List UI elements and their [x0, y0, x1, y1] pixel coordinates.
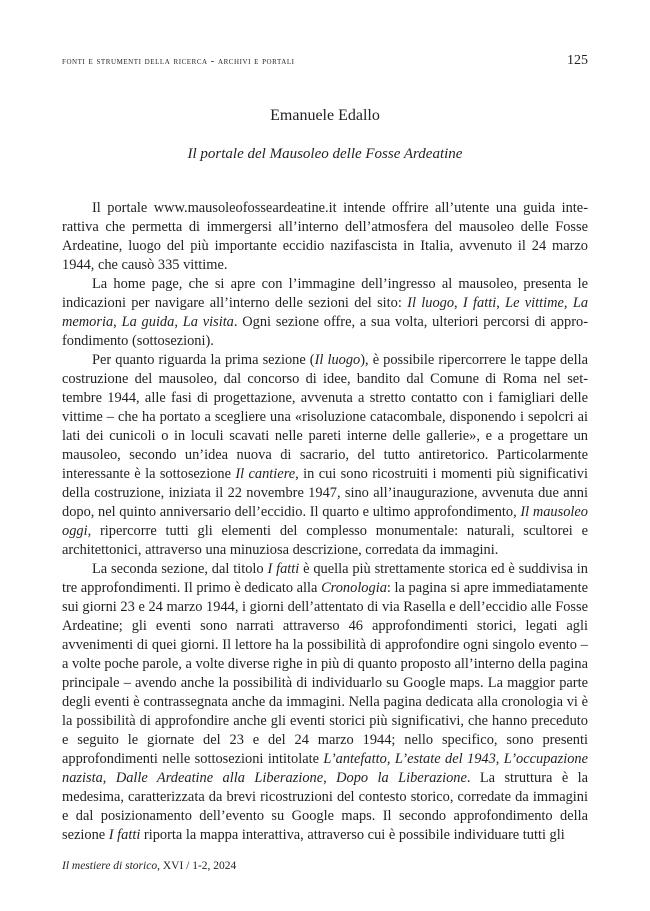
running-title: fonti e strumenti della ricerca - archivi e portali [62, 56, 295, 67]
text-run: , [386, 751, 395, 767]
italic-run: Cronologia [321, 580, 387, 596]
text-run: , [113, 314, 122, 330]
paragraph-3 [62, 351, 588, 560]
italic-run: La visita [182, 314, 234, 330]
text-run: , [323, 770, 337, 786]
italic-run: Il luogo [314, 352, 361, 368]
page-number: 125 [567, 53, 588, 68]
paragraph-2 [62, 275, 588, 351]
italic-run: L’estate del 1943 [394, 751, 496, 767]
italic-run: Il mausoleo oggi [62, 504, 588, 539]
text-run: , [102, 770, 116, 786]
italic-run: I fatti [462, 295, 497, 311]
text-run: Il portale www.mausoleofosseardeatine.it intende offrire all’utente una guida interattiva che permetta di immergersi all’interno dell’atmosfera del mausoleo delle Fosse Ardeatine, luogo del più importante eccidio nazifascista in Italia, avvenuto il 24 marzo 1944, che causò 335 vittime. [62, 200, 588, 273]
text-run: è quella più strettamente storica ed è suddivisa in tre approfondimenti. Il primo è dedicato alla [62, 561, 589, 596]
italic-run: Il luogo [407, 295, 455, 311]
text-run: , [174, 314, 183, 330]
journal-name: Il mestiere di storico [62, 860, 158, 872]
text-run: ), è possibile ripercorrere le tappe della costruzione del mausoleo, dal concorso di idee, bandito dal Comune di Roma nel settembre 1944, alle fasi di progettazione, avvenuta a stretto contatto con i famigliari delle vittime – che ha portato a scegliere una «risoluzione catacombale, disponendo i sepolcri ai lati dei cunicoli o in loculi scavati nelle pareti interne delle gallerie», e a progettare un mausoleo, secondo un’idea nuova di sacrario, del tutto antiretorico. Particolarmente interessante è la sottosezione [62, 352, 588, 482]
article-author: Emanuele Edallo [270, 107, 380, 124]
italic-run: Dopo la Liberazione [336, 770, 467, 786]
italic-run: Le vittime [505, 295, 564, 311]
italic-run: I fatti [108, 827, 141, 843]
text-run: , ripercorre tutti gli elementi del complesso monumentale: naturali, scultorei e architettonici, attraverso una minuziosa descrizione, corredata da immagini. [62, 523, 588, 558]
italic-run: Il cantiere [235, 466, 296, 482]
text-run: , [563, 295, 573, 311]
paragraph-4 [62, 560, 588, 845]
text-run: , [496, 295, 506, 311]
article-title: Il portale del Mausoleo delle Fosse Ardeatine [187, 146, 463, 162]
text-run: : la pagina si apre immediatamente sui giorni 23 e 24 marzo 1944, i giorni dell’attentato di via Rasella e dell’eccidio alle Fosse Ardeatine; gli eventi sono narrati attraverso 46 approfondimenti storici, legati agli avvenimenti di quei giorni. Il lettore ha la possibilità di approfondire ogni singolo evento – a volte poche parole, a volte diverse righe in più di quanto proposto all’interno della pagina principale – avendo anche la possibilità di individuarlo su Google maps. La maggior parte degli eventi è contrassegnata anche da immagini. Nella pagina dedicata alla cronologia vi è la possibilità di approfondire anche gli eventi storici più significativi, che hanno preceduto e seguito le giornate del 23 e del 24 marzo 1944; nello specifico, sono presenti approfondimenti nelle sottosezioni intitolate [62, 580, 588, 767]
text-run: , [495, 751, 504, 767]
italic-run: L’occupazione nazista [62, 751, 588, 786]
paragraph-1 [62, 199, 588, 275]
text-run: riporta la mappa interattiva, attraverso cui è possibile individuare tutti gli [140, 827, 565, 843]
text-run: . La struttura è la medesima, caratterizzata da brevi ricostruzioni del contesto storico, corredate da immagini e dal posizionamento dell’evento su Google maps. Il secondo approfondimento della sezione [62, 770, 589, 843]
text-run: , in cui sono ricostruiti i momenti più significativi della costruzione, iniziata il 22 novembre 1947, sino all’inaugurazione, avvenuta due anni dopo, nel quinto anniversario dell’eccidio. Il quarto e ultimo approfondimento, [62, 466, 588, 520]
italic-run: La guida [121, 314, 175, 330]
journal-issue: , XVI / 1-2, 2024 [157, 860, 237, 872]
text-run: Per quanto riguarda la prima sezione ( [92, 352, 315, 368]
italic-run: La memoria [62, 295, 589, 330]
italic-run: Dalle Ardeatine alla Liberazione [115, 770, 324, 786]
article-body [62, 199, 588, 845]
text-run: La home page, che si apre con l’immagine dell’ingresso al mausoleo, presenta le indicazioni per navigare all’interno delle sezioni del sito: [62, 276, 588, 311]
running-head [62, 53, 588, 72]
italic-run: L’antefatto [323, 751, 387, 767]
text-run: La seconda sezione, dal titolo [92, 561, 268, 577]
text-run: . Ogni sezione offre, a sua volta, ulteriori percorsi di approfondimento (sottosezioni). [62, 314, 588, 349]
journal-footer [62, 860, 236, 872]
italic-run: I fatti [267, 561, 300, 577]
text-run: , [454, 295, 463, 311]
